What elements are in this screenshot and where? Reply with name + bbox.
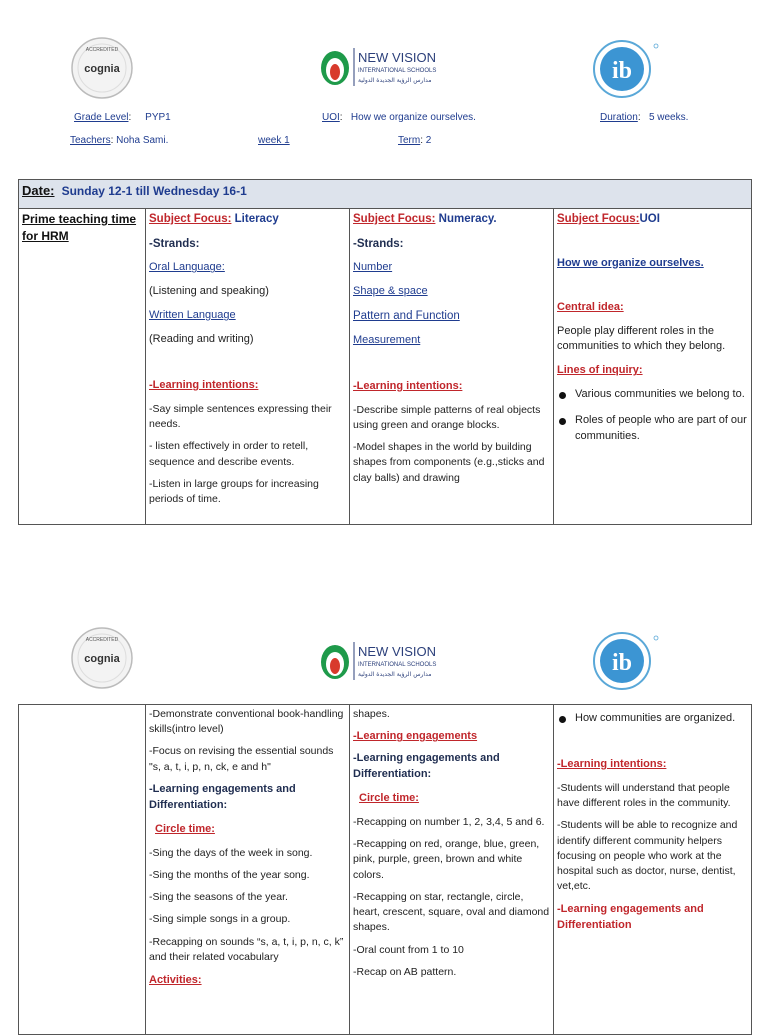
literacy-engagements-heading: -Learning engagements and Differentiation: [149, 782, 296, 811]
ib-wordmark: ib [611, 650, 633, 676]
list-item: Various communities we belong to. [557, 387, 748, 403]
teachers-label: Teachers [70, 135, 111, 146]
prime-teaching-cell [19, 705, 146, 1035]
numeracy-continued: shapes. [353, 708, 390, 720]
literacy-learning-intentions-heading: -Learning intentions: [149, 379, 259, 392]
oral-language-desc: (Listening and speaking) [149, 285, 269, 298]
date-label: Date: [22, 183, 55, 198]
written-language: Written Language [149, 309, 236, 322]
date-value: Sunday 12-1 till Wednesday 16-1 [61, 184, 247, 198]
circle-time-heading: Circle time: [359, 792, 419, 805]
subject-focus-value: UOI [639, 213, 660, 225]
subject-focus-value: Literacy [234, 213, 279, 225]
term-value: 2 [425, 135, 432, 146]
cognia-logo [70, 36, 134, 100]
ib-wordmark: ib [611, 58, 633, 84]
plan-row-page2 [19, 705, 752, 1035]
list-item: -Focus on revising the essential sounds "s, a, t, i, p, n, ck, e and h" [149, 745, 334, 773]
strand-measurement: Measurement [353, 333, 421, 346]
uoi-subject [557, 211, 748, 228]
duration-label: Duration [600, 112, 638, 123]
list-item: -Recap on AB pattern. [353, 965, 457, 978]
list-item: How communities are organized. [557, 711, 748, 727]
uoi-value: How we organize ourselves. [350, 112, 476, 123]
plan-row-page1 [19, 209, 752, 525]
list-item: - listen effectively in order to retell, sequence and describe events. [149, 440, 309, 468]
ib-logo [584, 38, 664, 100]
subject-focus-value: Numeracy. [438, 213, 497, 225]
list-item: -Oral count from 1 to 10 [353, 943, 464, 956]
list-item: -Recapping on sounds “s, a, t, i, p, n, c, k” and their related vocabulary [149, 935, 344, 963]
uoi-learning-intentions-heading: -Learning intentions: [557, 757, 667, 770]
term-label: Term [398, 135, 421, 146]
new-vision-title: NEW VISION [358, 50, 437, 65]
list-item: -Model shapes in the world by building shapes from components (e.g.,sticks and clay balls) and drawing [353, 441, 545, 484]
list-item: -Say simple sentences expressing their needs. [149, 403, 332, 431]
uoi-cell [554, 209, 752, 525]
numeracy-cell [350, 705, 554, 1035]
ib-logo [584, 630, 664, 692]
uoi-engagements-heading: -Learning engagements and Differentiation [557, 903, 704, 932]
numeracy-strands: -Strands: [353, 237, 404, 250]
new-vision-logo [318, 638, 438, 684]
new-vision-subtitle: INTERNATIONAL SCHOOLS [358, 662, 437, 668]
date-row [19, 180, 752, 209]
numeracy-engagements-heading: -Learning engagements and Differentiation: [353, 752, 500, 781]
oral-language: Oral Language: [149, 261, 225, 274]
teachers-value: Noha Sami. [116, 135, 169, 146]
list-item: -Recapping on number 1, 2, 3,4, 5 and 6. [353, 815, 545, 828]
new-vision-title: NEW VISION [358, 644, 437, 659]
list-item: -Demonstrate conventional book-handling skills(intro level) [149, 708, 344, 736]
numeracy-learning-engagements-heading: -Learning engagements [353, 730, 478, 743]
strand-shape-space: Shape & space [353, 285, 428, 298]
plan-table-page2 [18, 704, 752, 1035]
list-item: -Sing simple songs in a group. [149, 913, 291, 926]
list-item: -Sing the seasons of the year. [149, 891, 288, 904]
prime-teaching-time: Prime teaching time for HRM [22, 212, 137, 244]
list-item: Roles of people who are part of our communities. [557, 413, 748, 445]
list-item: -Listen in large groups for increasing periods of time. [149, 477, 319, 506]
strand-number: Number [353, 261, 393, 274]
literacy-strands: -Strands: [149, 237, 200, 250]
list-item: -Describe simple patterns of real objects using green and orange blocks. [353, 403, 541, 431]
activities-heading: Activities: [149, 974, 202, 986]
literacy-subject [149, 211, 346, 228]
numeracy-subject [353, 211, 550, 228]
cognia-logo [70, 626, 134, 690]
list-item: -Students will understand that people have different roles in the community. [557, 781, 731, 810]
numeracy-learning-intentions-heading: -Learning intentions: [353, 379, 463, 392]
list-item: -Sing the months of the year song. [149, 868, 310, 881]
week-label: week 1 [258, 135, 290, 146]
new-vision-logo [318, 44, 438, 90]
term: Term: 2 [398, 135, 432, 146]
duration: Duration: 5 weeks. [600, 112, 689, 123]
uoi-theme: How we organize ourselves. [557, 256, 704, 269]
uoi-cell [554, 705, 752, 1035]
lines-of-inquiry-heading: Lines of inquiry: [557, 364, 643, 377]
cognia-wordmark: cognia [84, 653, 120, 665]
list-item: -Students will be able to recognize and identify different community helpers focusing on people who work at the hospital such as doctor, nurse, dentist, vet,etc. [557, 819, 738, 893]
subject-focus-label: Subject Focus: [149, 213, 232, 225]
list-item: -Sing the days of the week in song. [149, 846, 313, 859]
duration-value: 5 weeks. [648, 112, 689, 123]
literacy-cell [146, 705, 350, 1035]
subject-focus-label: Subject Focus: [353, 213, 436, 225]
teachers: Teachers: Noha Sami. [70, 135, 169, 146]
cognia-wordmark: cognia [84, 63, 120, 75]
cognia-ring-text: ACCREDITED [85, 47, 119, 53]
list-item: -Recapping on star, rectangle, circle, heart, crescent, square, oval and diamond shapes. [353, 890, 550, 934]
uoi-header: UOI: How we organize ourselves. [322, 112, 476, 123]
new-vision-subtitle: INTERNATIONAL SCHOOLS [358, 68, 437, 74]
uoi-label: UOI [322, 112, 340, 123]
literacy-cell [146, 209, 350, 525]
new-vision-arabic: مدارس الرؤية الجديدة الدولية [358, 77, 432, 84]
grade-level: Grade Level: PYP1 [74, 112, 171, 123]
central-idea-heading: Central idea: [557, 300, 624, 313]
central-idea-text: People play different roles in the communities to which they belong. [557, 324, 726, 353]
cognia-ring-text: ACCREDITED [85, 637, 119, 643]
strand-pattern-function: Pattern and Function [353, 310, 460, 323]
written-language-desc: (Reading and writing) [149, 333, 254, 346]
circle-time-heading: Circle time: [155, 822, 215, 835]
plan-table-page1 [18, 179, 752, 525]
prime-teaching-cell [19, 209, 146, 525]
subject-focus-label: Subject Focus: [557, 213, 640, 225]
grade-level-label: Grade Level [74, 112, 129, 123]
numeracy-cell [350, 209, 554, 525]
list-item: -Recapping on red, orange, blue, green, pink, purple, green, brown and white colors. [353, 838, 540, 881]
grade-level-value: PYP1 [145, 112, 171, 123]
new-vision-arabic: مدارس الرؤية الجديدة الدولية [358, 671, 432, 678]
